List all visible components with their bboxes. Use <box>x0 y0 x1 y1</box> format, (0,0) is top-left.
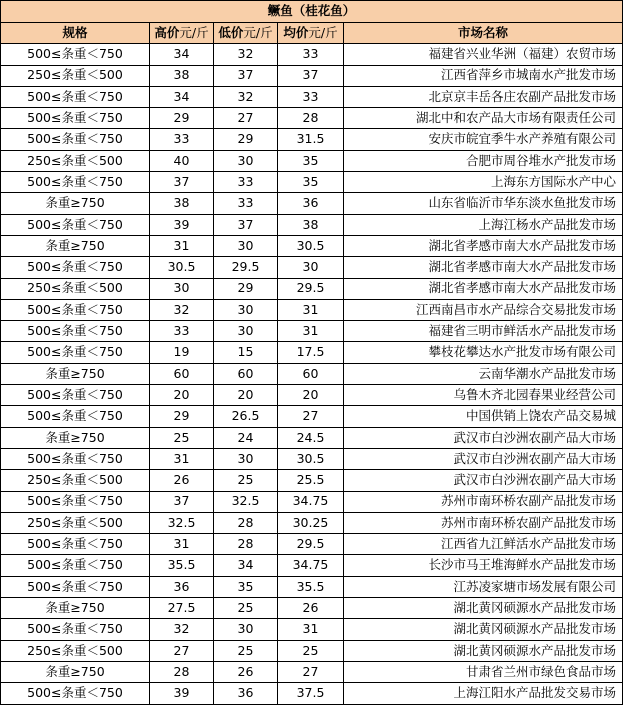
cell-avg: 31 <box>278 321 344 342</box>
cell-high: 20 <box>150 385 214 406</box>
cell-low: 25 <box>214 598 278 619</box>
header-low-label: 低价 <box>218 24 244 40</box>
cell-low: 32.5 <box>214 491 278 512</box>
header-market: 市场名称 <box>344 23 623 44</box>
cell-spec: 500≤条重＜750 <box>1 44 150 65</box>
cell-low: 27 <box>214 108 278 129</box>
table-row <box>1 193 623 214</box>
header-high-unit: 元/斤 <box>179 24 209 40</box>
cell-high: 39 <box>150 683 214 704</box>
cell-avg: 30.25 <box>278 512 344 533</box>
cell-avg: 34.75 <box>278 491 344 512</box>
table-row <box>1 598 623 619</box>
cell-market: 湖北黄冈硕源水产品批发市场 <box>344 640 623 661</box>
table-row <box>1 214 623 235</box>
cell-avg: 20 <box>278 385 344 406</box>
cell-market: 武汉市白沙洲农副产品大市场 <box>344 448 623 469</box>
header-low <box>214 23 278 44</box>
cell-high: 30.5 <box>150 257 214 278</box>
cell-spec: 250≤条重＜500 <box>1 150 150 171</box>
cell-high: 38 <box>150 193 214 214</box>
cell-high: 28 <box>150 661 214 682</box>
header-avg <box>278 23 344 44</box>
cell-low: 37 <box>214 214 278 235</box>
cell-low: 37 <box>214 65 278 86</box>
cell-high: 27.5 <box>150 598 214 619</box>
cell-spec: 条重≥750 <box>1 235 150 256</box>
cell-spec: 条重≥750 <box>1 427 150 448</box>
table-row <box>1 342 623 363</box>
table-row <box>1 65 623 86</box>
cell-market: 北京京丰岳各庄农副产品批发市场 <box>344 86 623 107</box>
table-row <box>1 86 623 107</box>
table-row <box>1 44 623 65</box>
cell-avg: 36 <box>278 193 344 214</box>
cell-market: 江西省九江鲜活水产品批发市场 <box>344 534 623 555</box>
table-row <box>1 427 623 448</box>
cell-market: 中国供销上饶农产品交易城 <box>344 406 623 427</box>
cell-high: 38 <box>150 65 214 86</box>
header-avg-label: 均价 <box>283 24 309 40</box>
cell-low: 36 <box>214 683 278 704</box>
table-row <box>1 406 623 427</box>
header-high-label: 高价 <box>154 24 180 40</box>
cell-high: 19 <box>150 342 214 363</box>
cell-low: 29 <box>214 278 278 299</box>
cell-low: 33 <box>214 172 278 193</box>
table-row <box>1 385 623 406</box>
cell-market: 攀枝花攀达水产批发市场有限公司 <box>344 342 623 363</box>
header-row <box>1 23 623 44</box>
cell-low: 30 <box>214 321 278 342</box>
table-row <box>1 619 623 640</box>
cell-market: 湖北省孝感市南大水产品批发市场 <box>344 235 623 256</box>
table-row <box>1 534 623 555</box>
cell-low: 15 <box>214 342 278 363</box>
table-row <box>1 299 623 320</box>
table-row <box>1 448 623 469</box>
cell-high: 34 <box>150 44 214 65</box>
cell-spec: 500≤条重＜750 <box>1 555 150 576</box>
cell-market: 湖北黄冈硕源水产品批发市场 <box>344 619 623 640</box>
cell-market: 福建省三明市鲜活水产品批发市场 <box>344 321 623 342</box>
cell-spec: 条重≥750 <box>1 193 150 214</box>
cell-market: 武汉市白沙洲农副产品大市场 <box>344 427 623 448</box>
cell-spec: 500≤条重＜750 <box>1 108 150 129</box>
table-row <box>1 683 623 704</box>
cell-avg: 35 <box>278 150 344 171</box>
cell-high: 31 <box>150 448 214 469</box>
table-row <box>1 172 623 193</box>
cell-avg: 31 <box>278 619 344 640</box>
cell-market: 合肥市周谷堆水产批发市场 <box>344 150 623 171</box>
cell-market: 山东省临沂市华东淡水鱼批发市场 <box>344 193 623 214</box>
table-row <box>1 278 623 299</box>
table-row <box>1 491 623 512</box>
cell-avg: 30.5 <box>278 448 344 469</box>
table-row <box>1 129 623 150</box>
cell-market: 福建省兴业华洲（福建）农贸市场 <box>344 44 623 65</box>
cell-spec: 250≤条重＜500 <box>1 640 150 661</box>
table-row <box>1 555 623 576</box>
cell-avg: 30 <box>278 257 344 278</box>
cell-high: 34 <box>150 86 214 107</box>
cell-avg: 38 <box>278 214 344 235</box>
cell-market: 苏州市南环桥农副产品批发市场 <box>344 491 623 512</box>
cell-low: 30 <box>214 619 278 640</box>
table-row <box>1 576 623 597</box>
cell-low: 29 <box>214 129 278 150</box>
cell-high: 25 <box>150 427 214 448</box>
cell-low: 20 <box>214 385 278 406</box>
cell-market: 江西南昌市水产品综合交易批发市场 <box>344 299 623 320</box>
cell-market: 云南华潮水产品批发市场 <box>344 363 623 384</box>
table-row <box>1 470 623 491</box>
cell-high: 29 <box>150 108 214 129</box>
cell-avg: 31 <box>278 299 344 320</box>
cell-low: 34 <box>214 555 278 576</box>
cell-market: 湖北省孝感市南大水产品批发市场 <box>344 257 623 278</box>
cell-spec: 条重≥750 <box>1 363 150 384</box>
cell-high: 39 <box>150 214 214 235</box>
cell-spec: 500≤条重＜750 <box>1 299 150 320</box>
cell-spec: 条重≥750 <box>1 598 150 619</box>
cell-market: 长沙市马王堆海鲜水产品批发市场 <box>344 555 623 576</box>
cell-spec: 500≤条重＜750 <box>1 86 150 107</box>
cell-market: 甘肃省兰州市绿色食品市场 <box>344 661 623 682</box>
cell-market: 湖北黄冈硕源水产品批发市场 <box>344 598 623 619</box>
cell-high: 37 <box>150 172 214 193</box>
cell-high: 40 <box>150 150 214 171</box>
cell-high: 32 <box>150 619 214 640</box>
cell-spec: 250≤条重＜500 <box>1 278 150 299</box>
cell-spec: 250≤条重＜500 <box>1 65 150 86</box>
table-row <box>1 363 623 384</box>
cell-avg: 33 <box>278 86 344 107</box>
cell-low: 60 <box>214 363 278 384</box>
cell-low: 30 <box>214 235 278 256</box>
cell-avg: 35 <box>278 172 344 193</box>
cell-low: 30 <box>214 299 278 320</box>
cell-market: 湖北省孝感市南大水产品批发市场 <box>344 278 623 299</box>
cell-high: 32 <box>150 299 214 320</box>
cell-avg: 27 <box>278 406 344 427</box>
cell-high: 33 <box>150 129 214 150</box>
cell-avg: 17.5 <box>278 342 344 363</box>
cell-low: 32 <box>214 86 278 107</box>
header-avg-unit: 元/斤 <box>308 24 338 40</box>
cell-avg: 34.75 <box>278 555 344 576</box>
cell-avg: 27 <box>278 661 344 682</box>
cell-low: 25 <box>214 470 278 491</box>
cell-high: 36 <box>150 576 214 597</box>
cell-spec: 500≤条重＜750 <box>1 214 150 235</box>
cell-low: 28 <box>214 534 278 555</box>
cell-spec: 500≤条重＜750 <box>1 576 150 597</box>
cell-high: 37 <box>150 491 214 512</box>
title-row <box>1 1 623 23</box>
cell-avg: 35.5 <box>278 576 344 597</box>
cell-spec: 500≤条重＜750 <box>1 406 150 427</box>
cell-spec: 250≤条重＜500 <box>1 470 150 491</box>
cell-low: 30 <box>214 150 278 171</box>
cell-high: 27 <box>150 640 214 661</box>
cell-spec: 500≤条重＜750 <box>1 385 150 406</box>
cell-low: 28 <box>214 512 278 533</box>
table-row <box>1 257 623 278</box>
table-row <box>1 661 623 682</box>
cell-high: 35.5 <box>150 555 214 576</box>
cell-avg: 26 <box>278 598 344 619</box>
header-high <box>150 23 214 44</box>
cell-low: 25 <box>214 640 278 661</box>
cell-avg: 37.5 <box>278 683 344 704</box>
cell-market: 上海江阳水产品批发交易市场 <box>344 683 623 704</box>
cell-avg: 25 <box>278 640 344 661</box>
cell-low: 30 <box>214 448 278 469</box>
cell-spec: 500≤条重＜750 <box>1 683 150 704</box>
table-row <box>1 640 623 661</box>
cell-spec: 500≤条重＜750 <box>1 129 150 150</box>
cell-avg: 37 <box>278 65 344 86</box>
cell-avg: 33 <box>278 44 344 65</box>
cell-high: 31 <box>150 235 214 256</box>
cell-market: 乌鲁木齐北园春果业经营公司 <box>344 385 623 406</box>
cell-spec: 500≤条重＜750 <box>1 619 150 640</box>
header-spec: 规格 <box>1 23 150 44</box>
cell-avg: 29.5 <box>278 278 344 299</box>
cell-spec: 500≤条重＜750 <box>1 491 150 512</box>
cell-spec: 500≤条重＜750 <box>1 321 150 342</box>
cell-high: 31 <box>150 534 214 555</box>
cell-avg: 60 <box>278 363 344 384</box>
cell-market: 江苏凌家塘市场发展有限公司 <box>344 576 623 597</box>
table-body <box>1 44 623 704</box>
cell-avg: 28 <box>278 108 344 129</box>
cell-avg: 25.5 <box>278 470 344 491</box>
cell-low: 35 <box>214 576 278 597</box>
cell-low: 26.5 <box>214 406 278 427</box>
cell-avg: 24.5 <box>278 427 344 448</box>
table-title: 鳜鱼（桂花鱼） <box>1 1 623 23</box>
cell-market: 苏州市南环桥农副产品批发市场 <box>344 512 623 533</box>
cell-spec: 条重≥750 <box>1 661 150 682</box>
table-row <box>1 235 623 256</box>
cell-low: 24 <box>214 427 278 448</box>
cell-high: 60 <box>150 363 214 384</box>
cell-low: 29.5 <box>214 257 278 278</box>
cell-low: 32 <box>214 44 278 65</box>
table-row <box>1 108 623 129</box>
cell-low: 33 <box>214 193 278 214</box>
cell-high: 26 <box>150 470 214 491</box>
cell-spec: 500≤条重＜750 <box>1 257 150 278</box>
cell-market: 上海东方国际水产中心 <box>344 172 623 193</box>
cell-high: 29 <box>150 406 214 427</box>
cell-market: 上海江杨水产品批发市场 <box>344 214 623 235</box>
cell-market: 湖北中和农产品大市场有限责任公司 <box>344 108 623 129</box>
cell-spec: 500≤条重＜750 <box>1 448 150 469</box>
cell-high: 30 <box>150 278 214 299</box>
cell-market: 武汉市白沙洲农副产品大市场 <box>344 470 623 491</box>
cell-spec: 500≤条重＜750 <box>1 342 150 363</box>
cell-market: 江西省萍乡市城南水产批发市场 <box>344 65 623 86</box>
cell-market: 安庆市皖宜季牛水产养殖有限公司 <box>344 129 623 150</box>
cell-avg: 30.5 <box>278 235 344 256</box>
cell-high: 32.5 <box>150 512 214 533</box>
header-low-unit: 元/斤 <box>243 24 273 40</box>
cell-spec: 500≤条重＜750 <box>1 534 150 555</box>
cell-avg: 31.5 <box>278 129 344 150</box>
cell-spec: 250≤条重＜500 <box>1 512 150 533</box>
cell-low: 26 <box>214 661 278 682</box>
cell-high: 33 <box>150 321 214 342</box>
table-row <box>1 512 623 533</box>
cell-avg: 29.5 <box>278 534 344 555</box>
table-row <box>1 321 623 342</box>
table-row <box>1 150 623 171</box>
cell-spec: 500≤条重＜750 <box>1 172 150 193</box>
